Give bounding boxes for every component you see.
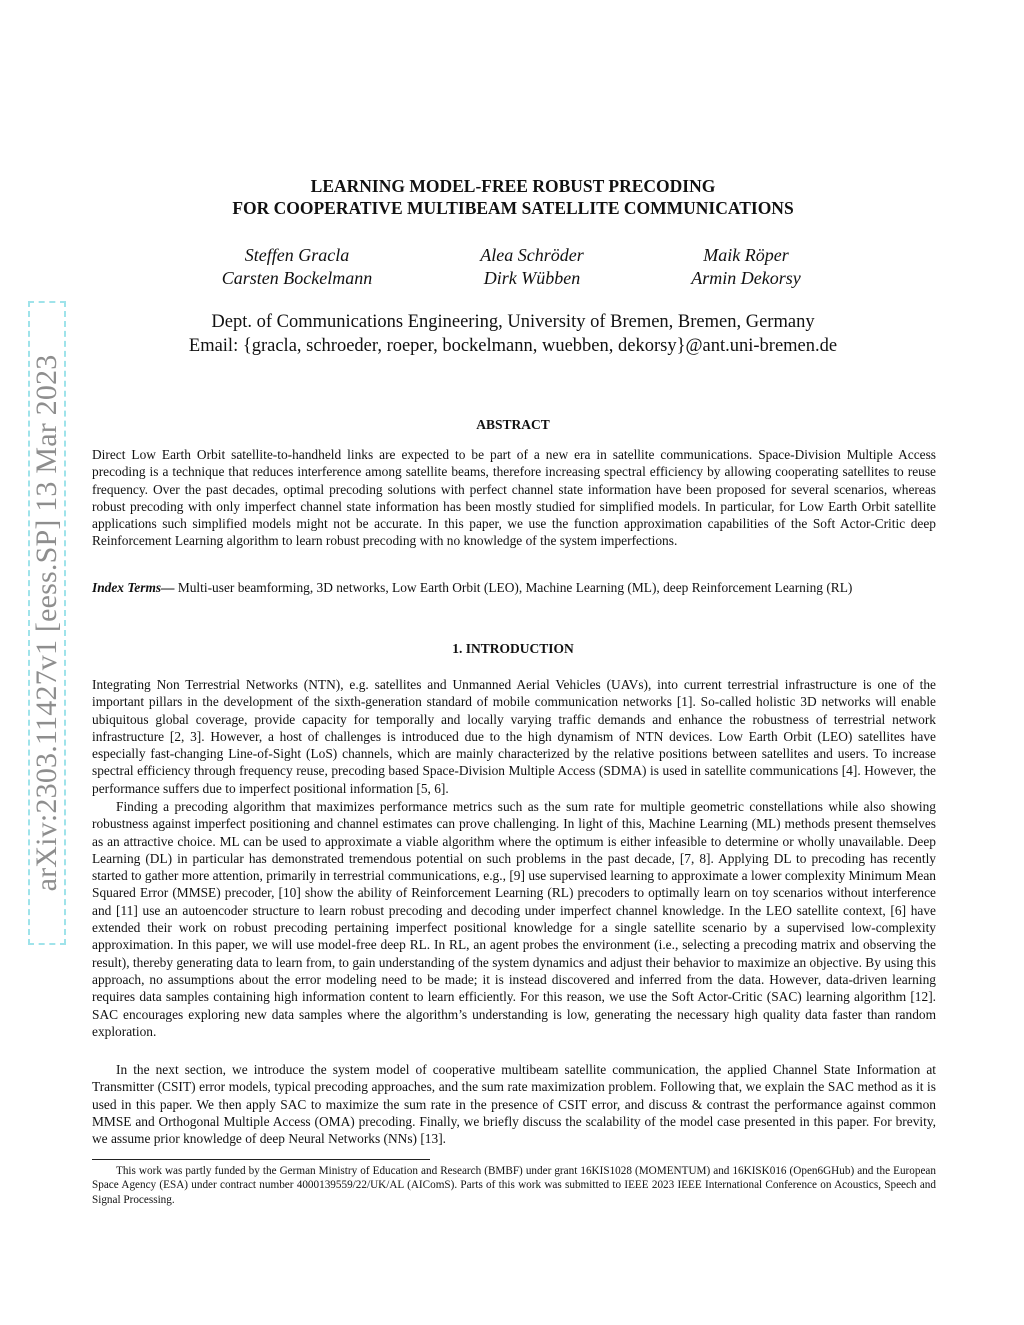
abstract-heading: ABSTRACT [476, 417, 550, 432]
title-line-2: FOR COOPERATIVE MULTIBEAM SATELLITE COMMUNICATIONS [232, 198, 794, 218]
title-line-1: LEARNING MODEL-FREE ROBUST PRECODING [310, 176, 716, 196]
author-name: Armin Dekorsy [691, 268, 801, 288]
introduction-heading: 1. INTRODUCTION [452, 641, 574, 656]
index-terms-text: Multi-user beamforming, 3D networks, Low Earth Orbit (LEO), Machine Learning (ML), deep Reinforcement Learning (RL) [174, 580, 853, 595]
abstract-text: Direct Low Earth Orbit satellite-to-handheld links are expected to be part of a new era in satellite communications. Space-Division Multiple Access precoding is a technique that reduces interference among satellite beams, therefore increasing spectral efficiency by allowing cooperating satellites to reuse frequency. Over the past decades, optimal precoding solutions with perfect channel state information have been proposed for several scenarios, whereas robust precoding with only imperfect channel state information has been mostly studied for simplified models. In particular, for Low Earth Orbit satellite applications such simplified models might not be accurate. In this paper, we use the function approximation capabilities of the Soft Actor-Critic deep Reinforcement Learning algorithm to learn robust precoding with no knowledge of the system imperfections. [92, 447, 936, 549]
intro-paragraph-1: Integrating Non Terrestrial Networks (NTN), e.g. satellites and Unmanned Aerial Vehicles (UAVs), into current terrestrial infrastructure is one of the important pillars in the development of the sixth-generation standard of mobile communication networks [1]. So-called holistic 3D networks will enable ubiquitous global coverage, provide capacity for temporally and locally varying traffic demands and enhance the robustness of terrestrial network infrastructure [2, 3]. However, a host of challenges is introduced due to the high dynamism of NTN devices. Low Earth Orbit (LEO) satellites have especially fast-changing Line-of-Sight (LoS) channels, which are mainly characterized by the relative positions between satellites and users. To increase spectral efficiency through frequency reuse, precoding based Space-Division Multiple Access (SDMA) is used in satellite communications [4]. However, the performance suffers due to imperfect positional information [5, 6]. [92, 677, 936, 796]
affiliation-dept: Dept. of Communications Engineering, University of Bremen, Bremen, Germany [211, 312, 815, 332]
author-list [0, 244, 1024, 294]
footnote-rule [92, 1159, 430, 1160]
author-name: Steffen Gracla [244, 245, 350, 265]
intro-paragraph-2: Finding a precoding algorithm that maximizes performance metrics such as the sum rate for multiple geometric constellations while also showing robustness against imperfect positioning and channel estimates can prove challenging. In light of this, Machine Learning (ML) methods present themselves as an attractive choice. ML can be used to approximate a viable algorithm where the optimum is either infeasible to determine or wholly unavailable. Deep Learning (DL) in particular has demonstrated tremendous potential on such problems in the past decade, [7, 8]. Applying DL to precoding has recently started to gather more attention, primarily in terrestrial communications, e.g., [9] use supervised learning to approximate a lower complexity Minimum Mean Squared Error (MMSE) precoder, [10] show the ability of Reinforcement Learning (RL) precoders to optimally learn on toy scenarios without interference and [11] use an autoencoder structure to learn robust precoding and decoding under imperfect channel knowledge. In the LEO satellite context, [6] have extended their work on robust precoding pertaining imperfect positional knowledge for a single satellite scenario by a supervised low-complexity approximation. In this paper, we will use model-free deep RL. In RL, an agent probes the environment (i.e., selecting a precoding matrix and observing the result), thereby generating data to learn from, to gain understanding of the system dynamics and adjust their behavior to maximize an objective. By using this approach, no assumptions about the error modeling need to be made; it is instead discovered and inferred from the data. However, data-driven learning requires data samples containing high information content to learn efficiently. For this reason, we use the Soft Actor-Critic (SAC) learning algorithm [12]. SAC encourages exploring new data samples where the algorithm’s understanding is low, generating the necessary high quality data faster than random exploration. [92, 799, 936, 1039]
arxiv-identifier-box [28, 301, 66, 945]
author-name: Maik Röper [703, 245, 789, 265]
affiliation-block [80, 310, 946, 358]
funding-footnote: This work was partly funded by the German Ministry of Education and Research (BMBF) under grant 16KIS1028 (MOMENTUM) and 16KISK016 (Open6GHub) and the European Space Agency (ESA) under contract number 4000139559/22/UK/AL (AIComS). Parts of this work was submitted to IEEE 2023 IEEE International Conference on Acoustics, Speech and Signal Processing. [92, 1165, 936, 1206]
author-name: Alea Schröder [480, 245, 584, 265]
arxiv-identifier: arXiv:2303.11427v1 [eess.SP] 13 Mar 2023 [30, 354, 63, 892]
author-name: Carsten Bockelmann [221, 268, 373, 288]
index-terms [92, 579, 936, 596]
author-name: Dirk Wübben [483, 268, 581, 288]
affiliation-email: Email: {gracla, schroeder, roeper, bockelmann, wuebben, dekorsy}@ant.uni-bremen.de [188, 336, 838, 356]
intro-paragraph-3: In the next section, we introduce the system model of cooperative multibeam satellite communication, the applied Channel State Information at Transmitter (CSIT) error models, typical precoding approaches, and the sum rate maximization problem. Following that, we explain the SAC method as it is used in this paper. We then apply SAC to maximize the sum rate in the presence of CSIT error, and discuss & contrast the performance against common MMSE and Orthogonal Multiple Access (OMA) precoding. Finally, we briefly discuss the scalability of the model case presented in this paper. For brevity, we assume prior knowledge of deep Neural Networks (NNs) [13]. [92, 1062, 936, 1147]
index-terms-label: Index Terms— [92, 580, 175, 595]
paper-title [100, 175, 926, 219]
